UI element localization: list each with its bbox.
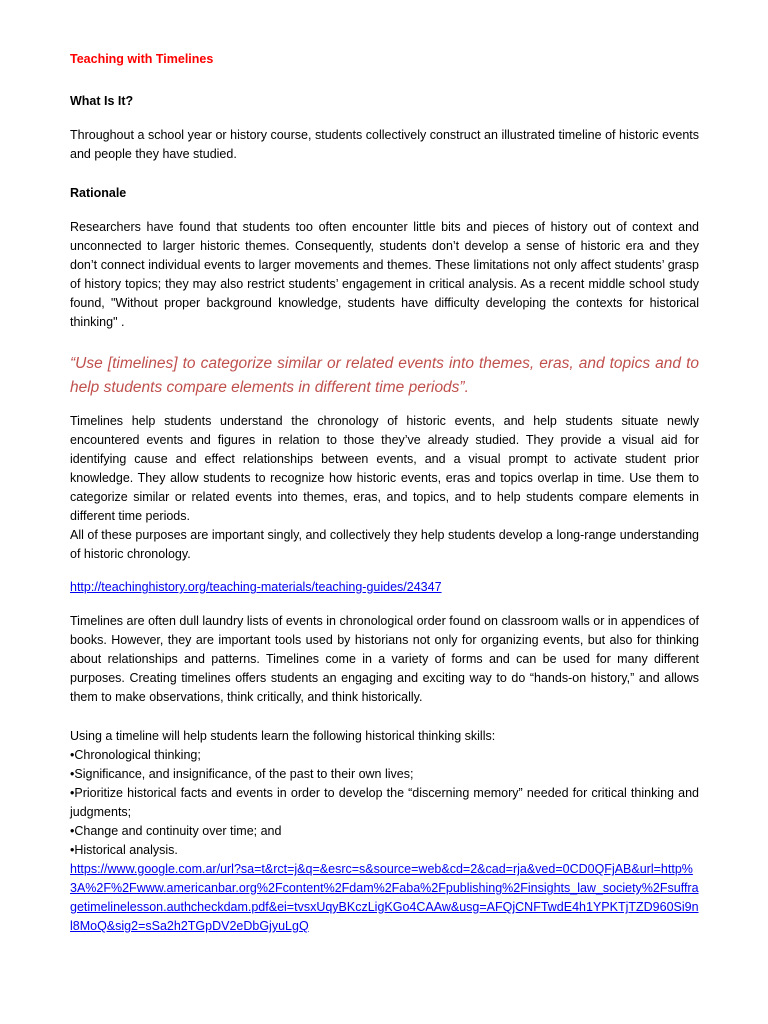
highlight-quote: “Use [timelines] to categorize similar or related events into themes, eras, and topics and to help students compare elements in different time periods”. — [70, 355, 699, 396]
dull-lists-paragraph: Timelines are often dull laundry lists of events in chronological order found on classroom walls or in appendices of books. However, they are important tools used by historians not only for organizing events, but also for thinking about relationships and patterns. Timelines come in a variety of forms and can be used for many different purposes. Creating timelines offers students an engaging and exciting way to do “hands-on history,” and allows them to make observations, think critically, and think historically. — [70, 614, 699, 704]
americanbar-link[interactable]: https://www.google.com.ar/url?sa=t&rct=j&q=&esrc=s&source=web&cd=2&cad=rja&ved=0CD0QFjAB&url=http%3A%2F%2Fwww.americanbar.org%2Fcontent%2Fdam%2Faba%2Fpublishing%2Finsights_law_society%2Fsuffragetimelinelesson.authcheckdam.pdf&ei=tvsxUqyBKczLigKGo4CAAw&usg=AFQjCNFTwdE4h1YPKTjTZD960Si9nl8MoQ&sig2=sSa2h2TGpDV2eDbGjyuLgQ — [70, 862, 699, 933]
skill-item: •Chronological thinking; — [70, 748, 201, 762]
skill-item: •Change and continuity over time; and — [70, 824, 282, 838]
rationale-paragraph: Researchers have found that students too often encounter little bits and pieces of history out of context and unconnected to larger historic themes. Consequently, students don’t develop a sense of historic era and they don’t connect individual events to larger movements and themes. These limitations not only affect students’ grasp of history topics; they may also restrict students’ engagement in critical analysis. As a recent middle school study found, "Without proper background knowledge, students have difficulty developing the contexts for historical thinking" . — [70, 220, 699, 329]
rationale-heading: Rationale — [70, 186, 127, 200]
skill-item: •Historical analysis. — [70, 843, 178, 857]
skills-intro: Using a timeline will help students learn the following historical thinking skills: — [70, 729, 496, 743]
document-title: Teaching with Timelines — [70, 52, 214, 66]
purposes-paragraph: All of these purposes are important singly, and collectively they help students develop a long-range understanding of historic chronology. — [70, 528, 699, 561]
document-page — [70, 50, 699, 936]
what-is-it-paragraph: Throughout a school year or history course, students collectively construct an illustrated timeline of historic events and people they have studied. — [70, 128, 699, 161]
timelines-help-paragraph: Timelines help students understand the chronology of historic events, and help students situate newly encountered events and figures in relation to those they’ve already studied. They provide a visual aid for identifying cause and effect relationships between events, and a visual prompt to activate student prior knowledge. They allow students to recognize how historic events, eras and topics overlap in time. Use them to categorize similar or related events into themes, eras, and topics, and to help students compare elements in different time periods. — [70, 414, 699, 523]
teachinghistory-link[interactable]: http://teachinghistory.org/teaching-materials/teaching-guides/24347 — [70, 580, 442, 594]
skill-item: •Significance, and insignificance, of the past to their own lives; — [70, 767, 414, 781]
what-is-it-heading: What Is It? — [70, 94, 134, 108]
skills-list — [70, 746, 699, 860]
skill-item: •Prioritize historical facts and events in order to develop the “discerning memory” needed for critical thinking and judgments; — [70, 786, 699, 819]
